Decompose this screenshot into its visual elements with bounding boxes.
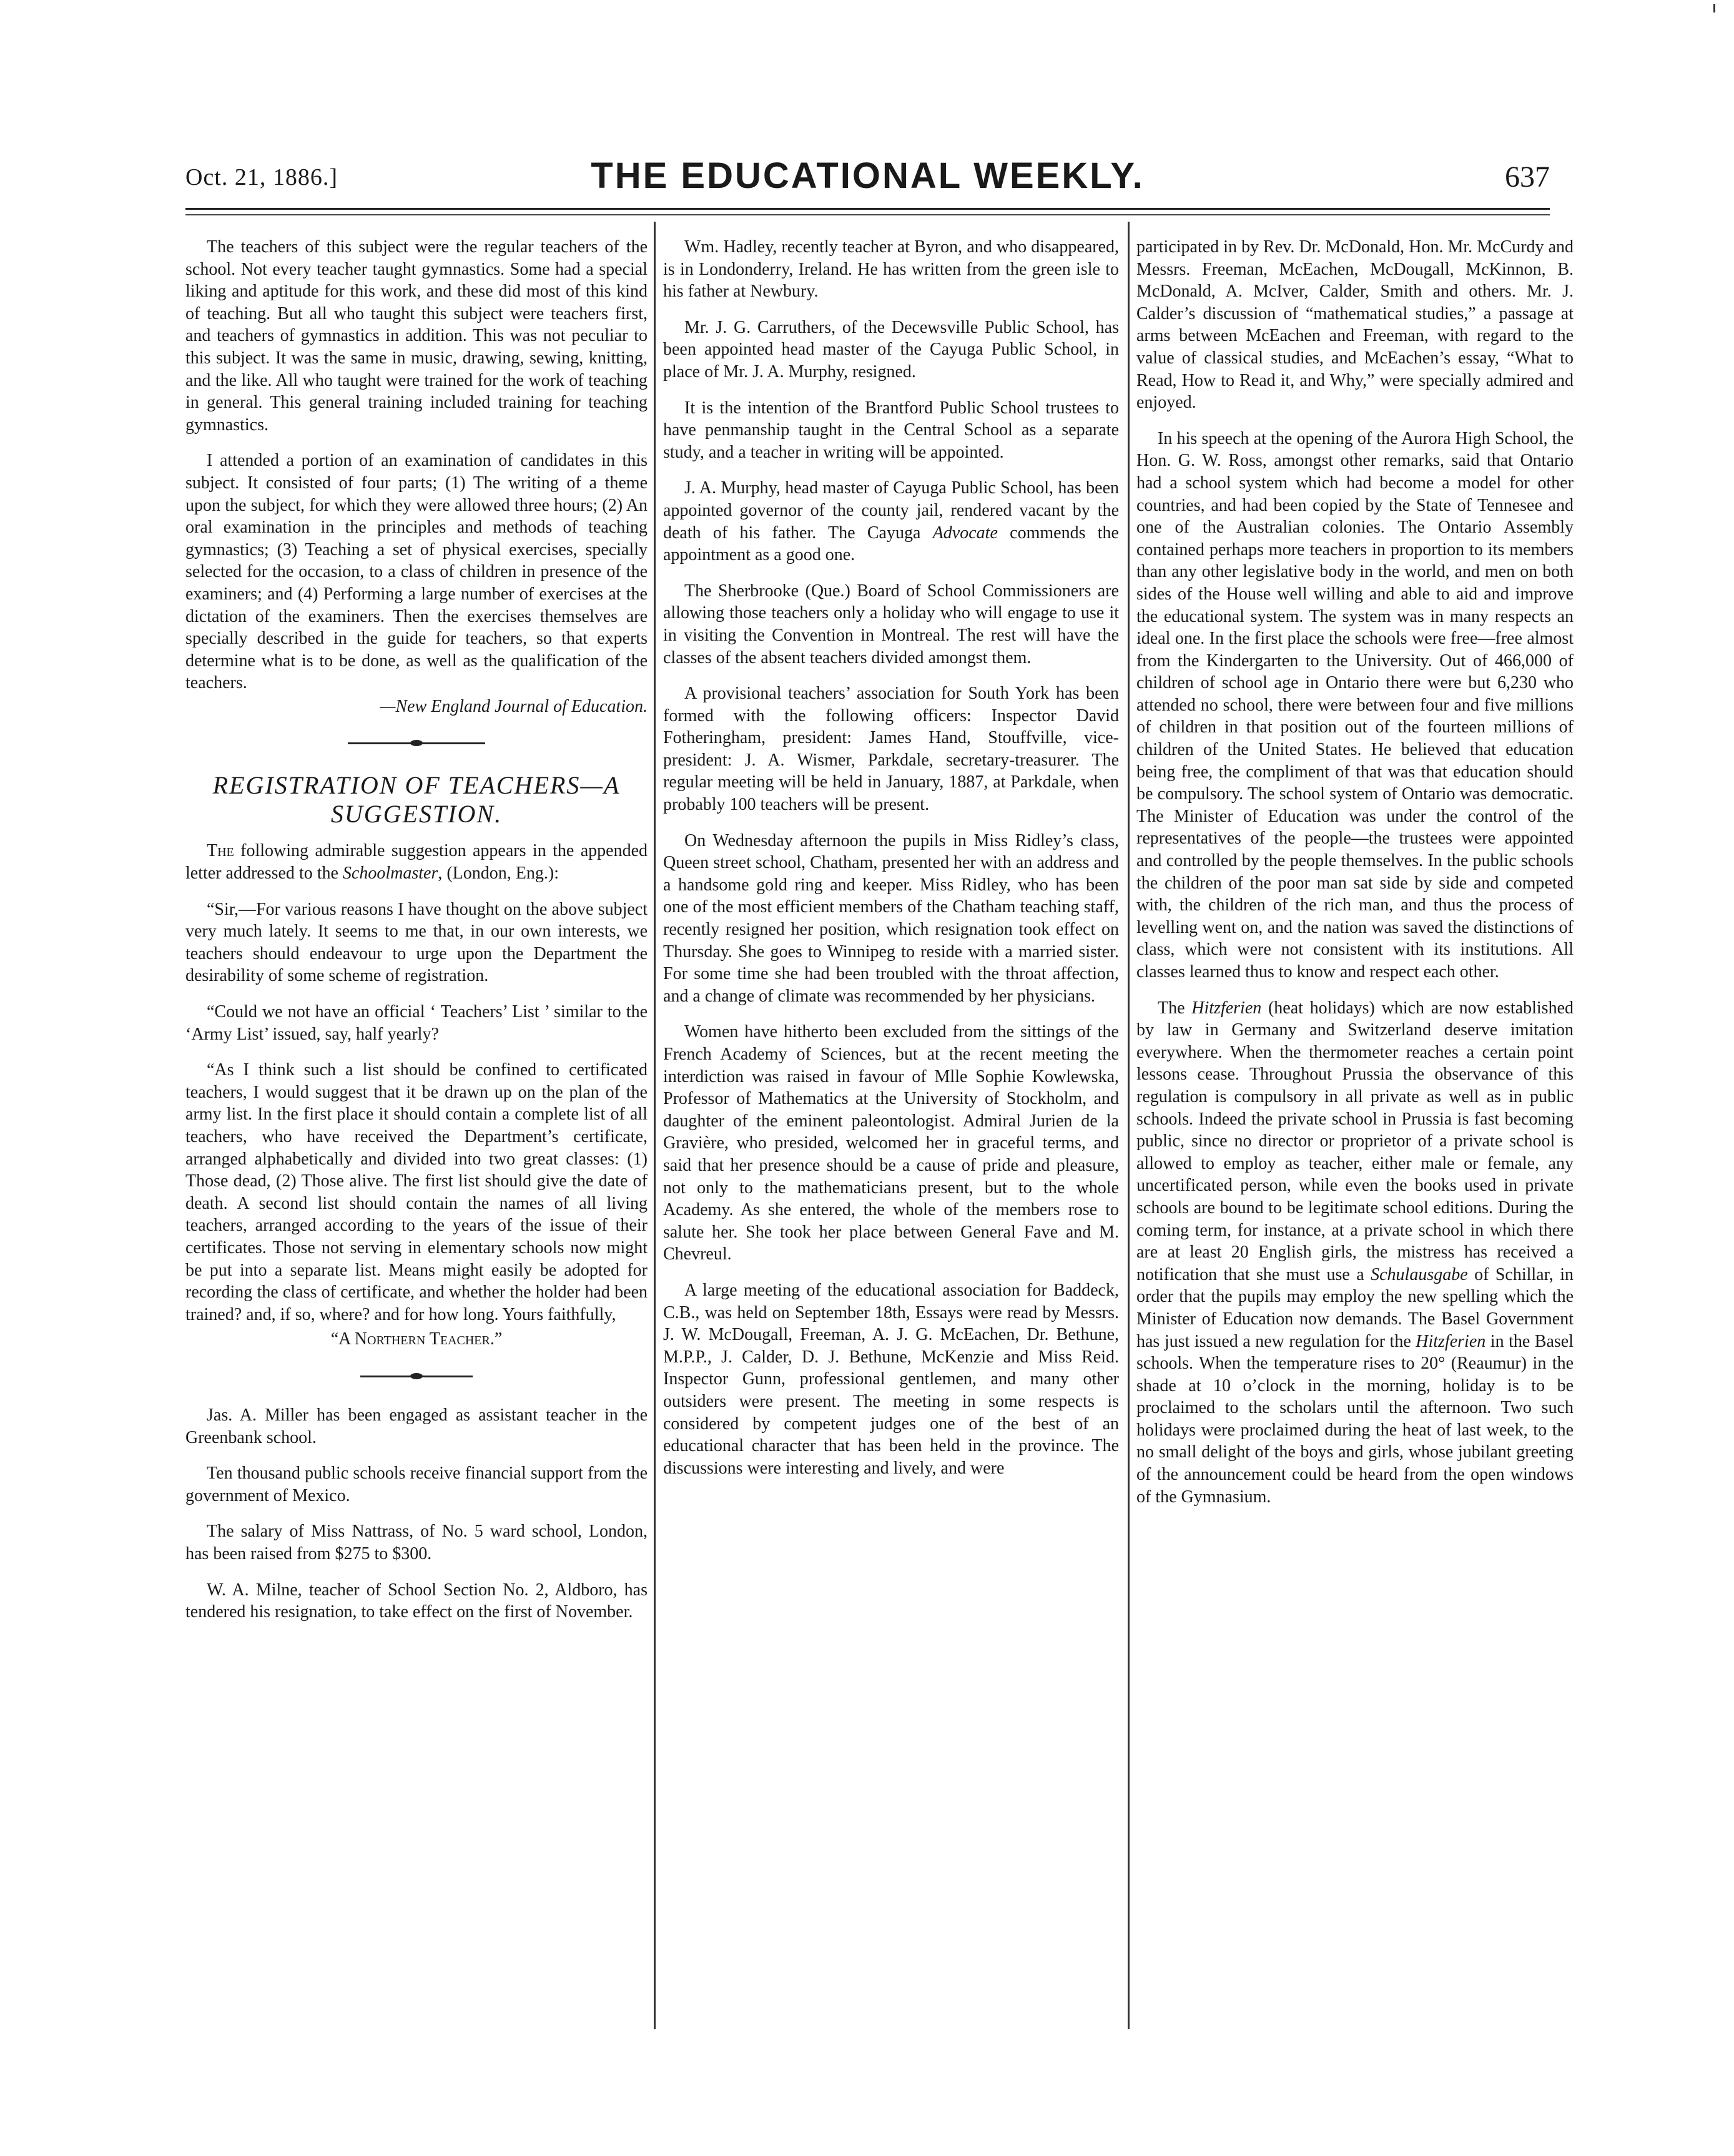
news-item <box>1136 997 1574 1509</box>
article-heading: REGISTRATION OF TEACHERS—A SUGGESTION. <box>212 771 621 829</box>
column-1 <box>185 236 648 1637</box>
page-number: 637 <box>1505 160 1550 194</box>
news-item: It is the intention of the Brantford Public School trustees to have penmanship taught in the Central School as a separate study, and a teacher in writing will be appointed. <box>663 398 1119 462</box>
news-text: of Schillar, in order that the pupils may employ the new spelling which the Minister of Education now demands. The Basel Government has just issued a new regulation for the <box>1136 1264 1574 1351</box>
news-text: J. A. Murphy, head master of Cayuga Public School, has been appointed governor of the county jail, rendered vacant by the death of his father. The Cayuga <box>663 478 1119 543</box>
article-source: —New England Journal of Education. <box>380 696 648 716</box>
news-item: A large meeting of the educational association for Baddeck, C.B., was held on September 18th, Essays were read by Messrs. J. W. McDougall, Freeman, A. J. G. McEachen, Dr. Bethune, M.P.P., J. Calder, D. J. Bethune, McKenzie and Miss Reid. Inspector Gunn, professional gentlemen, and many other outsiders were present. The meeting in some respects is considered by competent judges one of the best of an educational character that has been held in the province. The discussions were interesting and lively, and were <box>663 1280 1119 1478</box>
article-intro <box>185 840 648 884</box>
german-term: Hitzferien <box>1416 1331 1486 1351</box>
news-item: Ten thousand public schools receive financial support from the government of Mexico. <box>185 1464 648 1505</box>
article-paragraph: I attended a portion of an examination of candidates in this subject. It consisted of four parts; (1) The writing of a theme upon the subject, for which they were allowed three hours; (2) An oral examination in the principles and methods of teaching gymnastics; (3) Teaching a set of physical exercises, specially selected for the occasion, to a class of children in presence of the examiners; and (4) Performing a large number of exercises at the dictation of the examiners. Then the exercises themselves are specially described in the guide for teachers, so that experts determine what is to be done, as well as the qualification of the teachers. <box>185 451 648 693</box>
section-ornament <box>360 1372 473 1381</box>
news-item: Women have hitherto been excluded from the sittings of the French Academy of Sciences, but at the recent meeting the interdiction was raised in favour of Mlle Sophie Kowlewska, Professor of Mathematics at the University of Stockholm, and daughter of the eminent paleontologist. Admiral Jurien de la Gravière, who presided, welcomed her in graceful terms, and said that her presence should be a cause of pride and pleasure, not only to the mathematicians present, but to the whole Academy. As she entered, the whole of the members rose to salute her. She took her place between General Fave and M. Chevreul. <box>663 1022 1119 1264</box>
news-item: Wm. Hadley, recently teacher at Byron, and who disappeared, is in Londonderry, Ireland. He has written from the green isle to his father at Newbury. <box>663 237 1119 302</box>
news-item: W. A. Milne, teacher of School Section No. 2, Aldboro, has tendered his resignation, to take effect on the first of November. <box>185 1580 648 1622</box>
news-item <box>663 477 1119 566</box>
news-text: in the Basel schools. When the temperature rises to 20° (Reaumur) in the shade at 10 o’clock in the morning, holiday is to be proclaimed to the scholars until the afternoon. Two such holidays were proclaimed during the heat of last week, to the no small delight of the boys and girls, whose jubilant greeting of the announcement could be heard from the open windows of the Gymnasium. <box>1136 1331 1574 1507</box>
newspaper-name: Advocate <box>932 523 998 543</box>
letter-signature: “A Northern Teacher.” <box>330 1329 503 1349</box>
newspaper-name: Schoolmaster <box>342 864 438 884</box>
page-header <box>185 155 1550 205</box>
column-divider <box>1128 222 1130 2029</box>
news-item: Jas. A. Miller has been engaged as assistant teacher in the Greenbank school. <box>185 1405 648 1447</box>
news-item: A provisional teachers’ association for South York has been formed with the following officers: Inspector David Fotheringham, president: James Hand, Stouffville, vice-president: J. A. Wismer, Parkdale, secretary-treasurer. The regular meeting will be held in January, 1887, at Parkdale, when probably 100 teachers will be present. <box>663 684 1119 815</box>
header-date: Oct. 21, 1886.] <box>185 164 338 190</box>
article-paragraph: The teachers of this subject were the regular teachers of the school. Not every teacher taught gymnastics. Some had a special liking and aptitude for this work, and these did most of this kind of teaching. But all who taught this subject were teachers first, and teachers of gymnastics in addition. This was not peculiar to this subject. It was the same in music, drawing, sewing, knitting, and the like. All who taught were trained for the work of teaching in general. This general training included training for teaching gymnastics. <box>185 237 648 435</box>
intro-first-word: The <box>207 841 234 861</box>
german-term: Hitzferien <box>1191 998 1262 1018</box>
german-term: Schulausgabe <box>1371 1264 1468 1284</box>
header-rule <box>185 208 1550 215</box>
news-item: Mr. J. G. Carruthers, of the Decewsville Public School, has been appointed head master of the Cayuga Public School, in place of Mr. J. A. Murphy, resigned. <box>663 317 1119 381</box>
scan-mark <box>1713 4 1715 12</box>
news-text: The <box>1158 998 1192 1018</box>
news-item: On Wednesday afternoon the pupils in Miss Ridley’s class, Queen street school, Chatham, presented her with an address and a handsome gold ring and keeper. Miss Ridley, who has been one of the most efficient members of the Chatham teaching staff, recently resigned her position, which resignation took effect on Thursday. She goes to Winnipeg to reside with a married sister. For some time she had been troubled with the throat affection, and a change of climate was recommended by her physicians. <box>663 830 1119 1006</box>
intro-text: , (London, Eng.): <box>438 864 559 884</box>
section-ornament <box>348 739 485 747</box>
column-3 <box>1136 236 1574 1522</box>
news-text: (heat holidays) which are now established by law in Germany and Switzerland deserve imitation everywhere. When the thermometer reaches a certain point lessons cease. Throughout Prussia the observance of this regulation is compulsory in all private as well as in public schools. Indeed the private school in Prussia is fast becoming public, since no director or proprietor of a private school is allowed to employ as teacher, either male or female, any uncertificated person, while even the books used in private schools are bound to be legitimate school editions. During the coming term, for instance, at a private school in which there are at least 20 English girls, the mistress has received a notification that she must use a <box>1136 998 1574 1284</box>
column-2 <box>663 236 1119 1493</box>
letter-paragraph: “Sir,—For various reasons I have thought on the above subject very much lately. It seems to me that, in our own interests, we teachers should endeavour to urge upon the Department the desirability of some scheme of registration. <box>185 899 648 986</box>
news-item: participated in by Rev. Dr. McDonald, Hon. Mr. McCurdy and Messrs. Freeman, McEachen, McDougall, McKinnon, B. McDonald, A. McIver, Calder, Smith and others. Mr. J. Calder’s discussion of “mathematical studies,” a passage at arms between McEachen and Freeman, with regard to the value of classical studies, and McEachen’s essay, “What to Read, How to Read it, and Why,” were specially admired and enjoyed. <box>1136 237 1574 413</box>
intro-text: following admirable suggestion appears in the appended letter addressed to the <box>185 841 648 884</box>
news-item: In his speech at the opening of the Aurora High School, the Hon. G. W. Ross, amongst other remarks, said that Ontario had a school system which had become a model for other countries, and had been copied by the State of Tennesee and one of the Australian colonies. The Ontario Assembly contained perhaps more teachers in proportion to its members than any other legislative body in the world, and men on both sides of the House well willing and able to aid and improve the educational system. The system was in many respects an ideal one. In the first place the schools were free—free almost from the Kindergarten to the University. Out of 466,000 of children of school age in Ontario there were but 6,230 who attended no school, there were between four and five millions of children in that position out of the fourteen millions of children of the United States. He believed that education being free, the compliment of that was that education should be compulsory. The school system of Ontario was democratic. The Minister of Education was under the control of the representatives of the people—the trustees were appointed and controlled by the people themselves. In the public schools the children of the poor man sat side by side and competed with, the children of the rich man, and thus the process of levelling went on, and the nation was saved the distinctions of class, which were not consistent with its institutions. All classes learned thus to know and respect each other. <box>1136 428 1574 982</box>
news-item: The Sherbrooke (Que.) Board of School Commissioners are allowing those teachers only a holiday who will engage to use it in visiting the Convention in Montreal. The rest will have the classes of the absent teachers divided amongst them. <box>663 581 1119 667</box>
letter-paragraph: “As I think such a list should be confined to certificated teachers, I would suggest that it be drawn up on the plan of the army list. In the first place it should contain a complete list of all teachers, who have received the Department’s certificate, arranged alphabetically and divided into two great classes: (1) Those dead, (2) Those alive. The first list should give the date of death. A second list should contain the names of all living teachers, arranged according to the years of the issue of their certificates. Those not serving in elementary schools now might be put into a separate list. Means might easily be adopted for recording the class of certificate, and whether the holder had been trained? and, if so, where? and for how long. Yours faithfully, <box>185 1060 648 1324</box>
news-text: commends the appointment as a good one. <box>663 523 1119 565</box>
column-divider <box>654 222 656 2029</box>
letter-paragraph: “Could we not have an official ‘ Teachers’ List ’ similar to the ‘Army List’ issued, say, half yearly? <box>185 1002 648 1044</box>
news-item: The salary of Miss Nattrass, of No. 5 ward school, London, has been raised from $275 to $300. <box>185 1522 648 1563</box>
publication-title: THE EDUCATIONAL WEEKLY. <box>591 155 1145 196</box>
